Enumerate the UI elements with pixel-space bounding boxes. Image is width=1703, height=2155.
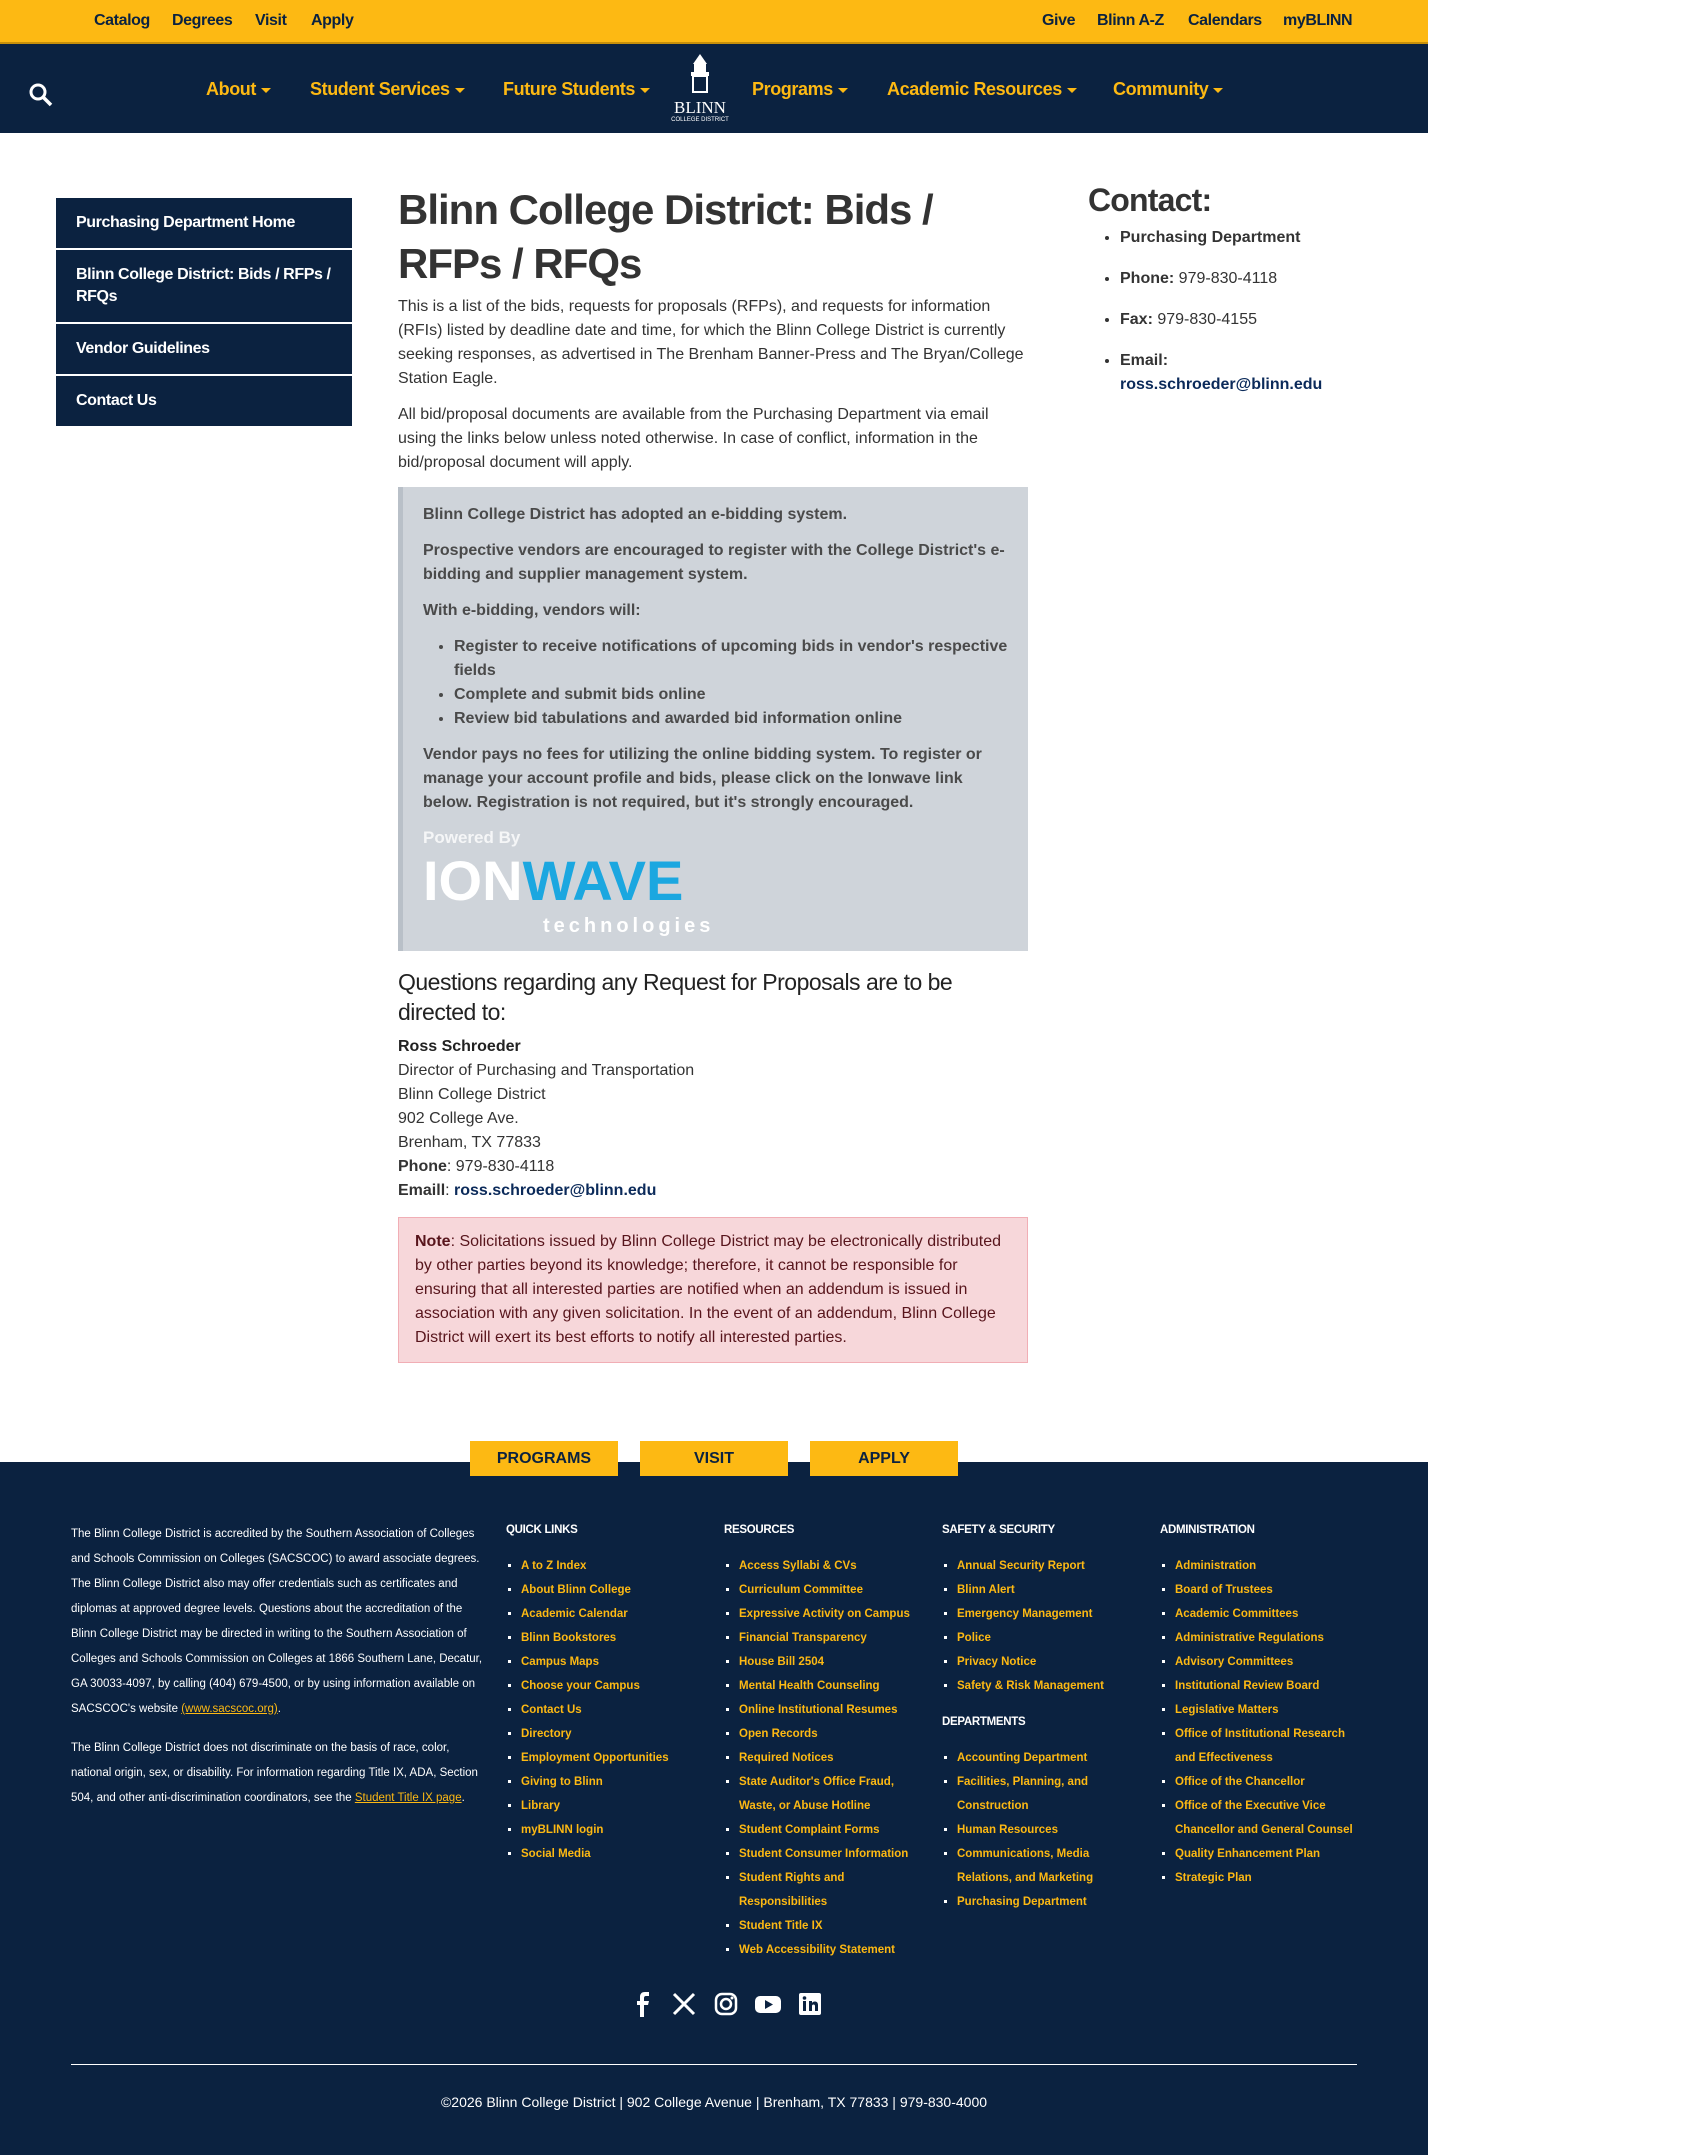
list-item: • Complete and submit bids online (454, 683, 1008, 707)
wave-text: WAVE (522, 849, 684, 912)
list-item (1175, 1554, 1365, 1578)
list-item (521, 1554, 711, 1578)
quick-links-column (506, 1522, 711, 1882)
footer-link[interactable]: Academic Calendar (521, 1608, 628, 1620)
nav-student-services[interactable]: Student Services (310, 79, 465, 100)
nav-about[interactable]: About (206, 79, 271, 100)
tower-icon (685, 54, 715, 94)
list-item (739, 1722, 929, 1746)
myblinn-link[interactable]: myBLINN (1283, 12, 1353, 29)
list-item (521, 1626, 711, 1650)
footer-link[interactable]: Expressive Activity on Campus (739, 1608, 910, 1620)
page-title: Blinn College District: Bids / RFPs / RFQs (398, 186, 933, 287)
footer-link[interactable]: Student Complaint Forms (739, 1824, 880, 1836)
list-item (739, 1650, 929, 1674)
footer-link[interactable]: Online Institutional Resumes (739, 1704, 898, 1716)
footer-link[interactable]: Strategic Plan (1175, 1872, 1252, 1884)
fax-label: Fax: (1120, 311, 1153, 328)
intro-text: This is a list of the bids, requests for proposals (RFPs), and requests for information (RFIs) listed by deadline date and time, for which the Blinn College District is currently seeking responses, as advertised in The Brenham Banner-Press and The Bryan/College Station Eagle. (398, 298, 1024, 387)
footer-link[interactable]: Office of Institutional Research and Effectiveness (1175, 1728, 1345, 1764)
footer-link[interactable]: Student Rights and Responsibilities (739, 1872, 845, 1908)
list-item (1175, 1698, 1365, 1722)
safety-column (942, 1522, 1147, 1930)
list-item (521, 1770, 711, 1794)
calendars-link[interactable]: Calendars (1188, 12, 1262, 29)
list-item (957, 1602, 1147, 1626)
footer-link[interactable]: Human Resources (957, 1824, 1058, 1836)
contact-block (398, 1035, 1028, 1203)
degrees-link[interactable]: Degrees (172, 12, 233, 29)
questions-heading: Questions regarding any Request for Proposals are to be directed to: (398, 969, 953, 1025)
footer-link[interactable]: Student Consumer Information (739, 1848, 909, 1860)
footer-link[interactable]: Advisory Committees (1175, 1656, 1294, 1668)
footer-link[interactable]: Campus Maps (521, 1656, 599, 1668)
apply-link[interactable]: Apply (311, 12, 354, 29)
footer-divider (71, 2064, 1357, 2065)
footer-link[interactable]: Student Title IX (739, 1920, 823, 1932)
email-sep: : (445, 1182, 455, 1199)
list-item: • Register to receive notifications of upcoming bids in vendor's respective fields (454, 635, 1008, 683)
footer-link[interactable]: Open Records (739, 1728, 818, 1740)
email-link[interactable]: ross.schroeder@blinn.edu (1120, 376, 1323, 393)
list-item (1175, 1578, 1365, 1602)
search-icon[interactable] (28, 82, 54, 113)
fax-value: 979-830-4155 (1152, 311, 1257, 328)
list-item (957, 1626, 1147, 1650)
footer-link[interactable]: House Bill 2504 (739, 1656, 825, 1668)
blinn-a-z-link[interactable]: Blinn A-Z (1097, 12, 1164, 29)
column-heading: SAFETY & SECURITY (942, 1524, 1055, 1536)
list-item (521, 1698, 711, 1722)
facebook-icon[interactable] (628, 1990, 656, 2018)
footer-link[interactable]: Annual Security Report (957, 1560, 1085, 1572)
email-link[interactable]: ross.schroeder@blinn.edu (454, 1182, 657, 1199)
contact-org: Blinn College District (398, 1086, 546, 1103)
ebidding-text: Vendor pays no fees for utilizing the online bidding system. To register or manage your account profile and bids, please click on the Ionwave link below. Registration is not required, but it's strongly encouraged. (423, 746, 982, 811)
footer-link[interactable]: Quality Enhancement Plan (1175, 1848, 1321, 1860)
list-item (739, 1602, 929, 1626)
nav-programs[interactable]: Programs (752, 79, 848, 100)
title-ix-link[interactable]: Student Title IX page (354, 1792, 462, 1804)
footer-link[interactable]: Accounting Department (957, 1752, 1088, 1764)
contact-title: Contact: (1088, 182, 1212, 218)
column-heading: ADMINISTRATION (1160, 1524, 1255, 1536)
ebidding-text: Blinn College District has adopted an e-bidding system. (423, 506, 848, 523)
technologies-text: technologies (543, 915, 715, 937)
list-item (1175, 1794, 1365, 1842)
footer-link[interactable]: About Blinn College (521, 1584, 631, 1596)
social-links (628, 1990, 824, 2018)
ion-text: ION (423, 849, 523, 912)
list-item (1175, 1866, 1365, 1890)
phone-label: Phone (398, 1158, 447, 1175)
list-item (1175, 1674, 1365, 1698)
link-list (957, 1746, 1147, 1914)
footer-link[interactable]: Legislative Matters (1175, 1704, 1279, 1716)
contact-role: Director of Purchasing and Transportation (398, 1062, 695, 1079)
footer-link[interactable]: myBLINN login (521, 1824, 604, 1836)
column-heading: DEPARTMENTS (942, 1716, 1026, 1728)
list-item (957, 1890, 1147, 1914)
visit-link[interactable]: Visit (255, 12, 287, 29)
footer-link[interactable]: Institutional Review Board (1175, 1680, 1320, 1692)
list-item (739, 1698, 929, 1722)
note-text: : Solicitations issued by Blinn College District may be electronically distributed by other parties beyond its knowledge; therefore, it cannot be responsible for ensuring that all interested parties are notified when an addendum is issued in association with any given solicitation. In the event of an addendum, Blinn College District will exert its best efforts to notify all interested parties. (415, 1233, 1002, 1346)
footer-link[interactable]: Administration (1175, 1560, 1257, 1572)
list-item (739, 1818, 929, 1842)
link-list (957, 1554, 1147, 1698)
administration-column (1160, 1522, 1365, 1906)
footer-link[interactable]: A to Z Index (521, 1560, 587, 1572)
phone-label: Phone: (1120, 270, 1175, 287)
ebidding-callout (398, 487, 1028, 951)
footer-link[interactable]: Administrative Regulations (1175, 1632, 1324, 1644)
list-item (521, 1578, 711, 1602)
list-item (521, 1602, 711, 1626)
footer-link[interactable]: Office of the Chancellor (1175, 1776, 1305, 1788)
contact-city: Brenham, TX 77833 (398, 1134, 541, 1151)
list-item (1175, 1626, 1365, 1650)
contact-sidebar (1088, 180, 1388, 414)
footer-link[interactable]: Choose your Campus (521, 1680, 640, 1692)
list-item (1175, 1770, 1365, 1794)
list-item (739, 1554, 929, 1578)
phone-value: 979-830-4118 (1174, 270, 1278, 287)
link-list (521, 1554, 711, 1866)
note-alert (398, 1217, 1028, 1363)
footer-link[interactable]: Blinn Alert (957, 1584, 1015, 1596)
give-link[interactable]: Give (1042, 12, 1076, 29)
list-item (521, 1818, 711, 1842)
footer-link[interactable]: Facilities, Planning, and Construction (957, 1776, 1088, 1812)
footer-link[interactable]: Emergency Management (957, 1608, 1093, 1620)
utility-bar (0, 0, 1428, 44)
footer-link[interactable]: Blinn Bookstores (521, 1632, 617, 1644)
email-label: Email: (1120, 352, 1169, 369)
footer-link[interactable]: Employment Opportunities (521, 1752, 669, 1764)
footer (0, 1462, 1428, 2155)
list-item (957, 1554, 1147, 1578)
list-item (957, 1842, 1147, 1890)
list-item (739, 1770, 929, 1818)
footer-link[interactable]: Safety & Risk Management (957, 1680, 1104, 1692)
list-item (739, 1626, 929, 1650)
list-item (957, 1578, 1147, 1602)
footer-link[interactable]: Access Syllabi & CVs (739, 1560, 857, 1572)
footer-link[interactable]: Curriculum Committee (739, 1584, 863, 1596)
footer-link[interactable]: Social Media (521, 1848, 591, 1860)
footer-link[interactable]: Financial Transparency (739, 1632, 867, 1644)
list-item (739, 1842, 929, 1866)
footer-link[interactable]: Board of Trustees (1175, 1584, 1273, 1596)
footer-link[interactable]: Mental Health Counseling (739, 1680, 880, 1692)
list-item (739, 1674, 929, 1698)
instagram-icon[interactable] (712, 1990, 740, 2018)
link-list (1175, 1554, 1365, 1890)
intro-text-2: All bid/proposal documents are available from the Purchasing Department via email using the links below unless noted otherwise. In case of conflict, information in the bid/proposal document will apply. (398, 406, 989, 471)
footer-link[interactable]: Giving to Blinn (521, 1776, 603, 1788)
list-item (521, 1746, 711, 1770)
sidebar-item-vendor-guidelines[interactable]: Vendor Guidelines (56, 324, 352, 376)
linkedin-icon[interactable] (796, 1990, 824, 2018)
column-heading: QUICK LINKS (506, 1524, 578, 1536)
list-item (739, 1578, 929, 1602)
apply-button[interactable]: APPLY (810, 1441, 958, 1476)
main-nav (0, 44, 1428, 133)
list-item (1175, 1602, 1365, 1626)
column-heading: RESOURCES (724, 1524, 795, 1536)
footer-link[interactable]: State Auditor's Office Fraud, Waste, or Abuse Hotline (739, 1776, 895, 1812)
accreditation-statement: The Blinn College District is accredited by the Southern Association of Colleges and Schools Commission on Colleges (SACSCOC) to award associate degrees. The Blinn College District also may offer credentials such as certificates and diplomas at approved degree levels. Questions about the accreditation of the Blinn College District may be directed in writing to the Southern Association of Colleges and Schools Commission on Colleges at 1866 Southern Lane, Decatur, GA 30033-4097, by calling (404) 679-4500, or by using information available on SACSCOC's website (71, 1528, 483, 1715)
note-label: Note (415, 1233, 451, 1250)
list-item (739, 1866, 929, 1914)
link-list (739, 1554, 929, 1962)
list-item: • Review bid tabulations and awarded bid information online (454, 707, 1008, 731)
list-item (739, 1746, 929, 1770)
nav-future-students[interactable]: Future Students (503, 79, 650, 100)
footer-link[interactable]: Directory (521, 1728, 572, 1740)
footer-link[interactable]: Communications, Media Relations, and Marketing (957, 1848, 1094, 1884)
list-item (521, 1674, 711, 1698)
footer-link[interactable]: Web Accessibility Statement (739, 1944, 895, 1956)
footer-link[interactable]: Contact Us (521, 1704, 582, 1716)
sacscoc-link[interactable]: (www.sacscoc.org) (181, 1703, 278, 1715)
copyright: ©2026 Blinn College District | 902 College Avenue | Brenham, TX 77833 | 979-830-4000 (440, 2094, 988, 2110)
contact-name: Ross Schroeder (398, 1038, 521, 1055)
ebidding-text: With e-bidding, vendors will: (423, 602, 641, 619)
sidebar-item-bids[interactable]: Blinn College District: Bids / RFPs / RFQs (56, 250, 352, 324)
catalog-link[interactable]: Catalog (94, 12, 150, 29)
accreditation-text: The Blinn College District is accredited by the Southern Association of Colleges and Schools Commission on Colleges (SACSCOC) to award associate degrees. The Blinn College District also may offer credentials such as certificates and diplomas at approved degree levels. Questions about the accreditation of the Blinn College District may be directed in writing to the Southern Association of Colleges and Schools Commission on Colleges at 1866 Southern Lane, Decatur, GA 30033-4097, by calling (404) 679-4500, or by using information available on SACSCOC's website (www.sacscoc.org). The Blinn College District does not discriminate on the basis of race, color, national origin, sex, or disability. For information regarding Title IX, ADA, Section 504, and other anti-discrimination coordinators, see the Student Title IX page. (71, 1528, 483, 1804)
contact-street: 902 College Ave. (398, 1110, 519, 1127)
list-item (521, 1722, 711, 1746)
phone-value: : 979-830-4118 (446, 1158, 555, 1175)
footer-link[interactable]: Purchasing Department (957, 1896, 1087, 1908)
footer-link[interactable]: Academic Committees (1175, 1608, 1299, 1620)
list-item (521, 1650, 711, 1674)
list-item (739, 1938, 929, 1962)
ionwave-logo (423, 849, 1008, 913)
footer-link[interactable]: Library (521, 1800, 560, 1812)
list-item (1175, 1842, 1365, 1866)
list-item (521, 1794, 711, 1818)
visit-button[interactable]: VISIT (640, 1441, 788, 1476)
list-item (957, 1818, 1147, 1842)
list-item (957, 1674, 1147, 1698)
programs-button[interactable]: PROGRAMS (470, 1441, 618, 1476)
footer-link[interactable]: Police (957, 1632, 991, 1644)
ionwave-link[interactable] (423, 827, 1008, 939)
resources-column (724, 1522, 929, 1978)
list-item (739, 1914, 929, 1938)
list-item (957, 1746, 1147, 1770)
footer-link[interactable]: Required Notices (739, 1752, 834, 1764)
list-item (957, 1650, 1147, 1674)
list-item (1175, 1650, 1365, 1674)
list-item (957, 1770, 1147, 1818)
x-icon[interactable] (670, 1990, 698, 2018)
contact-dept: • Purchasing Department (1120, 226, 1388, 250)
footer-link[interactable]: Office of the Executive Vice Chancellor and General Counsel (1175, 1800, 1353, 1836)
sidebar-item-purchasing-home[interactable]: Purchasing Department Home (56, 198, 352, 250)
nav-community[interactable]: Community (1113, 79, 1223, 100)
logo-subtitle: COLLEGE DISTRICT (671, 117, 729, 123)
powered-by-label: Powered By (423, 828, 521, 847)
footer-link[interactable]: Privacy Notice (957, 1656, 1037, 1668)
list-item (1175, 1722, 1365, 1770)
youtube-icon[interactable] (754, 1990, 782, 2018)
section-sidebar (56, 198, 352, 428)
email-label: Emaill (398, 1182, 446, 1199)
nondiscrimination-statement: The Blinn College District does not discriminate on the basis of race, color, national origin, sex, or disability. For information regarding Title IX, ADA, Section 504, and other anti-discrimination coordinators, see the (71, 1742, 478, 1804)
main-content (398, 183, 1028, 1363)
ebidding-text: Prospective vendors are encouraged to register with the College District's e-bidding and supplier management system. (423, 542, 1005, 583)
nav-academic-resources[interactable]: Academic Resources (887, 79, 1077, 100)
list-item (521, 1842, 711, 1866)
blinn-logo[interactable] (668, 54, 732, 124)
logo-name: BLINN (674, 98, 726, 117)
sidebar-item-contact-us[interactable]: Contact Us (56, 376, 352, 428)
